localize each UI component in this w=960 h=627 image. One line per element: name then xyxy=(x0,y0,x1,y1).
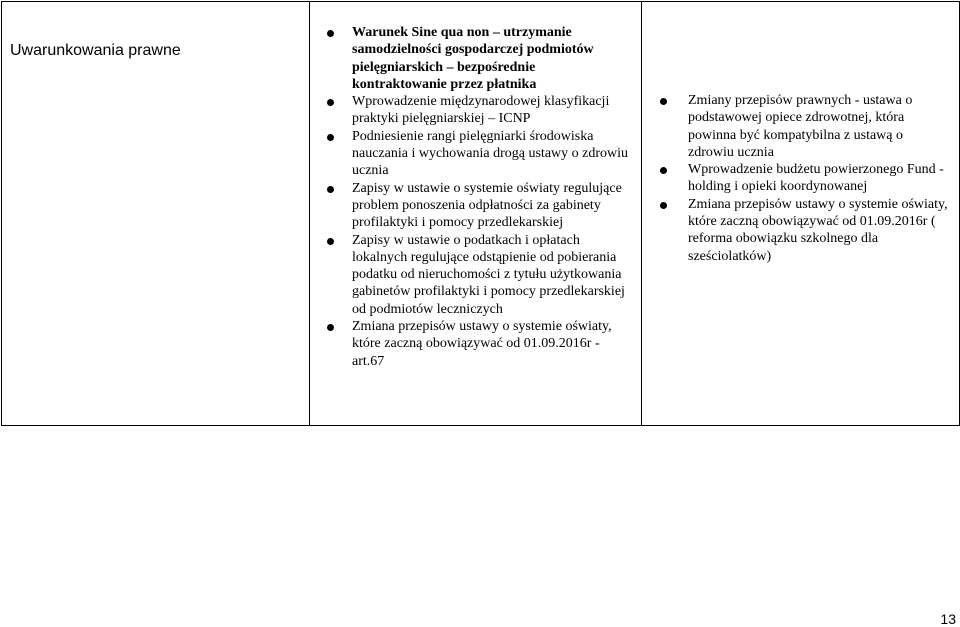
bullet-icon xyxy=(327,238,334,245)
content-table xyxy=(1,1,960,426)
list-item xyxy=(670,92,959,161)
list-item xyxy=(310,180,641,232)
list-item xyxy=(670,161,959,196)
bullet-icon xyxy=(660,98,667,105)
bullet-icon xyxy=(327,186,334,193)
list-item-text: Podniesienie rangi pielęgniarki środowiska nauczania i wychowania drogą ustawy o zdrowiu ucznia xyxy=(352,128,629,179)
list-item xyxy=(310,24,641,93)
list-item xyxy=(310,318,641,370)
middle-bullet-list xyxy=(310,2,641,370)
list-item-text: Wprowadzenie międzynarodowej klasyfikacji praktyki pielęgniarskiej – ICNP xyxy=(352,94,610,127)
bullet-icon xyxy=(660,202,667,209)
list-item xyxy=(310,128,641,180)
middle-column-cell xyxy=(310,2,642,426)
bullet-icon xyxy=(327,99,334,106)
list-item-text: Zmiana przepisów ustawy o systemie oświaty, które zaczną obowiązywać od 01.09.2016r - art.67 xyxy=(352,319,612,369)
list-item-text: Zmiany przepisów prawnych - ustawa o podstawowej opiece zdrowotnej, która powinna być kompatybilna z ustawą o zdrowiu ucznia xyxy=(688,93,913,160)
bullet-icon xyxy=(327,324,334,331)
list-item-text: Zmiana przepisów ustawy o systemie oświaty, które zaczną obowiązywać od 01.09.2016r ( reforma obowiązku szkolnego dla sześciolatków) xyxy=(688,196,948,264)
list-item-text: Zapisy w ustawie o systemie oświaty regulujące problem ponoszenia odpłatności za gabinety profilaktyki i pomocy przedlekarskiej xyxy=(352,180,622,231)
list-item-text: Warunek Sine qua non – utrzymanie samodzielności gospodarczej podmiotów pielęgniarskich – bezpośrednie kontraktowanie przez płatnika xyxy=(352,25,594,92)
bullet-icon xyxy=(327,30,334,37)
section-heading: Uwarunkowania prawne xyxy=(10,42,181,59)
list-item xyxy=(310,232,641,318)
list-item-text: Wprowadzenie budżetu powierzonego Fund - holding i opieki koordynowanej xyxy=(688,162,944,195)
list-item-text: Zapisy w ustawie o podatkach i opłatach lokalnych regulujące odstąpienie od pobierania podatku od nieruchomości z tytułu użytkowania gabinetów profilaktyki i pomocy przedlekarskiej od podmiotów leczniczych xyxy=(352,232,625,317)
page-number: 13 xyxy=(940,611,956,627)
heading-cell xyxy=(2,2,310,426)
list-item xyxy=(310,93,641,128)
bullet-icon xyxy=(327,134,334,141)
right-column-cell xyxy=(642,2,960,426)
bullet-icon xyxy=(660,167,667,174)
right-bullet-list xyxy=(670,2,959,265)
table-row xyxy=(2,2,960,426)
list-item xyxy=(670,196,959,265)
